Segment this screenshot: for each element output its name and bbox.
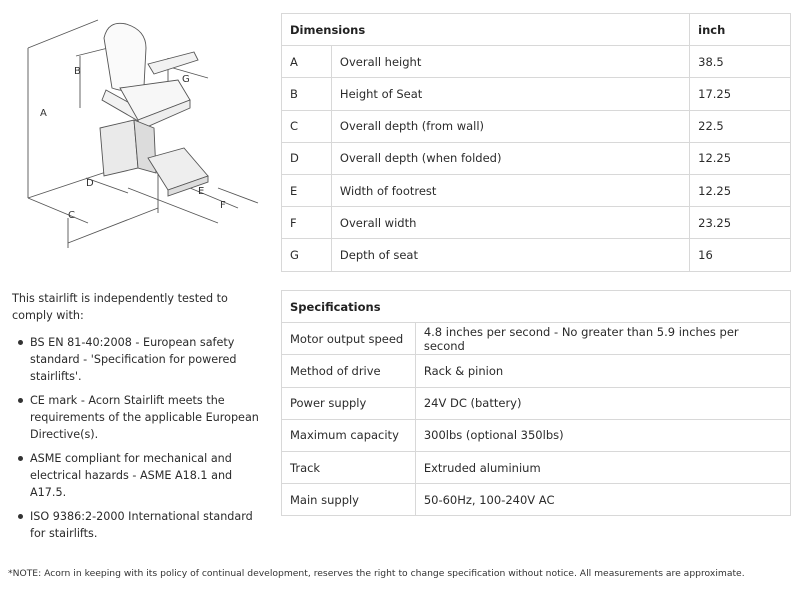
spec-value: 4.8 inches per second - No greater than 5.9 inches per second [415, 323, 790, 355]
dimension-value: 17.25 [690, 78, 791, 110]
dimension-name: Overall width [331, 207, 689, 239]
dimension-code: F [282, 207, 332, 239]
table-row [282, 142, 791, 174]
table-row [282, 323, 791, 355]
dimensions-header: Dimensions [282, 14, 690, 46]
dimension-code: D [282, 142, 332, 174]
dimensions-header-row [282, 14, 791, 46]
dim-label-a: A [40, 108, 47, 119]
spec-name: Track [282, 451, 416, 483]
stairlift-illustration [8, 8, 270, 264]
specifications-table [281, 290, 791, 516]
specifications-header: Specifications [282, 291, 791, 323]
dimension-value: 12.25 [690, 174, 791, 206]
list-item: CE mark - Acorn Stairlift meets the requirements of the applicable European Directive(s). [18, 392, 264, 443]
spec-name: Motor output speed [282, 323, 416, 355]
spec-value: Extruded aluminium [415, 451, 790, 483]
table-row [282, 419, 791, 451]
dimension-name: Overall height [331, 46, 689, 78]
list-item: ISO 9386:2-2000 International standard for stairlifts. [18, 508, 264, 542]
dimension-code: A [282, 46, 332, 78]
dim-label-b: B [74, 66, 81, 77]
dimension-name: Overall depth (from wall) [331, 110, 689, 142]
dim-label-d: D [86, 178, 94, 189]
dimension-value: 12.25 [690, 142, 791, 174]
table-row [282, 239, 791, 271]
stairlift-dimension-diagram [8, 8, 270, 264]
spec-value: 50-60Hz, 100-240V AC [415, 484, 790, 516]
table-row [282, 110, 791, 142]
table-row [282, 484, 791, 516]
dim-label-e: E [198, 186, 205, 197]
list-item: ASME compliant for mechanical and electrical hazards - ASME A18.1 and A17.5. [18, 450, 264, 501]
dim-label-f: F [220, 200, 226, 211]
footnote: *NOTE: Acorn in keeping with its policy of continual development, reserves the right to change specification without notice. All measurements are approximate. [8, 568, 745, 579]
spec-name: Main supply [282, 484, 416, 516]
dimension-name: Width of footrest [331, 174, 689, 206]
dimension-value: 23.25 [690, 207, 791, 239]
dimension-value: 22.5 [690, 110, 791, 142]
compliance-section [12, 290, 264, 549]
spec-value: 24V DC (battery) [415, 387, 790, 419]
dimensions-unit-header: inch [690, 14, 791, 46]
table-row [282, 174, 791, 206]
spec-name: Power supply [282, 387, 416, 419]
table-row [282, 46, 791, 78]
spec-name: Maximum capacity [282, 419, 416, 451]
table-row [282, 387, 791, 419]
specifications-header-row [282, 291, 791, 323]
dimension-name: Overall depth (when folded) [331, 142, 689, 174]
dimension-code: G [282, 239, 332, 271]
dimension-name: Height of Seat [331, 78, 689, 110]
spec-value: Rack & pinion [415, 355, 790, 387]
spec-value: 300lbs (optional 350lbs) [415, 419, 790, 451]
dim-label-g: G [182, 74, 190, 85]
compliance-intro: This stairlift is independently tested to comply with: [12, 292, 228, 322]
dimension-value: 38.5 [690, 46, 791, 78]
dimensions-table [281, 13, 791, 272]
table-row [282, 355, 791, 387]
list-item: BS EN 81-40:2008 - European safety standard - 'Specification for powered stairlifts'. [18, 334, 264, 385]
dimension-code: E [282, 174, 332, 206]
dimension-value: 16 [690, 239, 791, 271]
dimension-name: Depth of seat [331, 239, 689, 271]
spec-name: Method of drive [282, 355, 416, 387]
table-row [282, 207, 791, 239]
dimension-code: C [282, 110, 332, 142]
dimension-code: B [282, 78, 332, 110]
compliance-list [12, 334, 264, 542]
table-row [282, 451, 791, 483]
table-row [282, 78, 791, 110]
dim-label-c: C [68, 210, 75, 221]
